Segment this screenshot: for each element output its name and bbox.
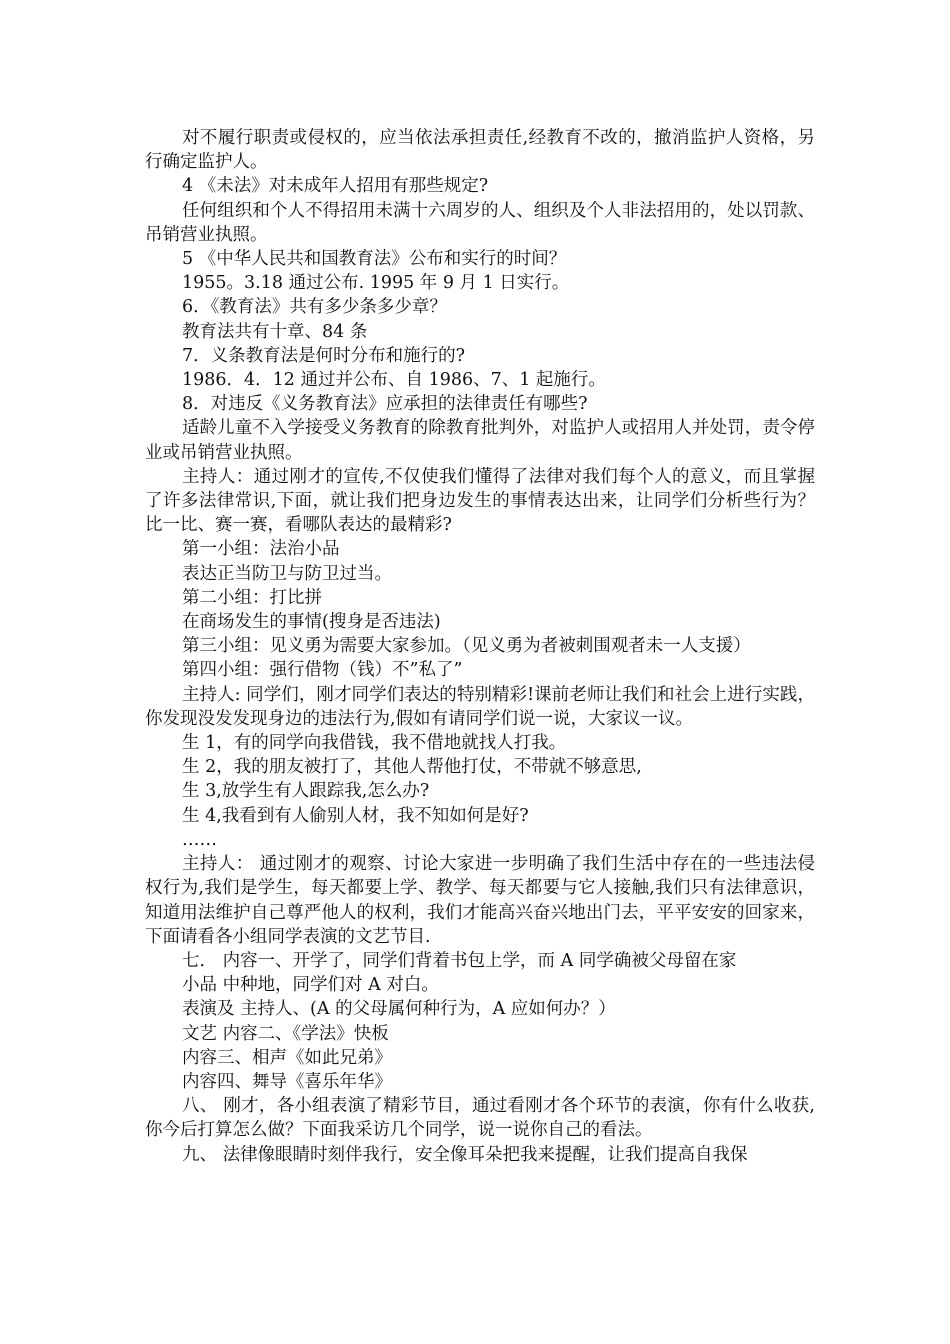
body-line: 表达正当防卫与防卫过当。 xyxy=(182,563,392,584)
body-line: 6．《教育法》共有多少条多少章？ xyxy=(182,297,447,318)
body-line: 8．对违反《义务教育法》应承担的法律责任有哪些? xyxy=(182,394,588,415)
body-line: 内容四、舞导《喜乐年华》 xyxy=(182,1071,392,1092)
body-line: 内容三、相声《如此兄弟》 xyxy=(182,1047,392,1068)
body-paragraph: 主持人： 通过刚才的观察、讨论大家进一步明确了我们生活中存在的一些违法侵权行为,我们是学生，每天都要上学、教学、每天都要与它人接触,我们只有法律意识，知道用法维护自己尊严他人的权利，我们才能高兴奋兴地出门去，平平安安的回家来，下面请看各小组同学表演的文艺节目. xyxy=(145,854,815,947)
body-line: 九、 法律像眼睛时刻伴我行，安全像耳朵把我来提醒，让我们提高自我保 xyxy=(182,1144,748,1165)
body-line: 生 4,我看到有人偷别人材，我不知如何是好? xyxy=(182,805,529,826)
body-line: 5 《中华人民共和国教育法》公布和实行的时间？ xyxy=(182,249,567,270)
body-line: 在商场发生的事情(搜身是否违法) xyxy=(182,612,441,633)
body-line: 1986．4．12 通过并公布、自 1986、7、1 起施行。 xyxy=(182,370,606,391)
body-paragraph: 适龄儿童不入学接受义务教育的除教育批判外，对监护人或招用人并处罚，责令停业或吊销营业执照。 xyxy=(145,418,815,463)
body-line: 表演及 主持人、(A 的父母属何种行为，A 应如何办？） xyxy=(182,999,616,1020)
body-line: 小品 中种地，同学们对 A 对白。 xyxy=(182,975,439,996)
body-line: …… xyxy=(182,829,217,850)
body-paragraph: 八、 刚才，各小组表演了精彩节目，通过看刚才各个环节的表演，你有什么收获,你今后打算怎么做？下面我采访几个同学，说一说你自己的看法。 xyxy=(145,1096,815,1141)
body-paragraph: 任何组织和个人不得招用未满十六周岁的人、组织及个人非法招用的，处以罚款、吊销营业执照。 xyxy=(145,200,815,245)
body-line: 生 3,放学生有人跟踪我,怎么办? xyxy=(182,781,430,802)
body-paragraph: 主持人: 同学们，刚才同学们表达的特别精彩!课前老师让我们和社会上进行实践，你发现没发发现身边的违法行为,假如有请同学们说一说，大家议一议。 xyxy=(145,684,815,729)
body-line: 4 《未法》对未成年人招用有那些规定? xyxy=(182,176,489,197)
body-line: 第一小组：法治小品 xyxy=(182,539,340,560)
body-line: 文艺 内容二、《学法》快板 xyxy=(182,1023,389,1044)
body-line: 第四小组：强行借物（钱）不”私了” xyxy=(182,660,463,681)
body-line: 七． 内容一、开学了，同学们背着书包上学，而 A 同学确被父母留在家 xyxy=(182,950,737,971)
body-paragraph: 主持人：通过刚才的宣传,不仅使我们懂得了法律对我们每个人的意义，而且掌握了许多法律常识,下面，就让我们把身边发生的事情表达出来，让同学们分析些行为？比一比、赛一赛，看哪队表达的最精彩? xyxy=(145,466,815,536)
body-line: 生 1，有的同学向我借钱，我不借地就找人打我。 xyxy=(182,733,567,754)
body-line: 7．义条教育法是何时分布和施行的? xyxy=(182,345,466,366)
body-paragraph: 第三小组：见义勇为需要大家参加。（见义勇为者被刺围观者未一人支援） xyxy=(182,636,751,657)
body-line: 1955。3.18 通过公布. 1995 年 9 月 1 日实行。 xyxy=(182,273,570,294)
body-paragraph: 对不履行职责或侵权的，应当依法承担责任,经教育不改的，撤消监护人资格，另行确定监护人。 xyxy=(145,128,815,173)
body-line: 教育法共有十章、84 条 xyxy=(182,321,368,342)
body-line: 生 2，我的朋友被打了，其他人帮他打仗，不带就不够意思, xyxy=(182,757,642,778)
body-line: 第二小组：打比拼 xyxy=(182,587,322,608)
document-page xyxy=(145,126,815,1167)
